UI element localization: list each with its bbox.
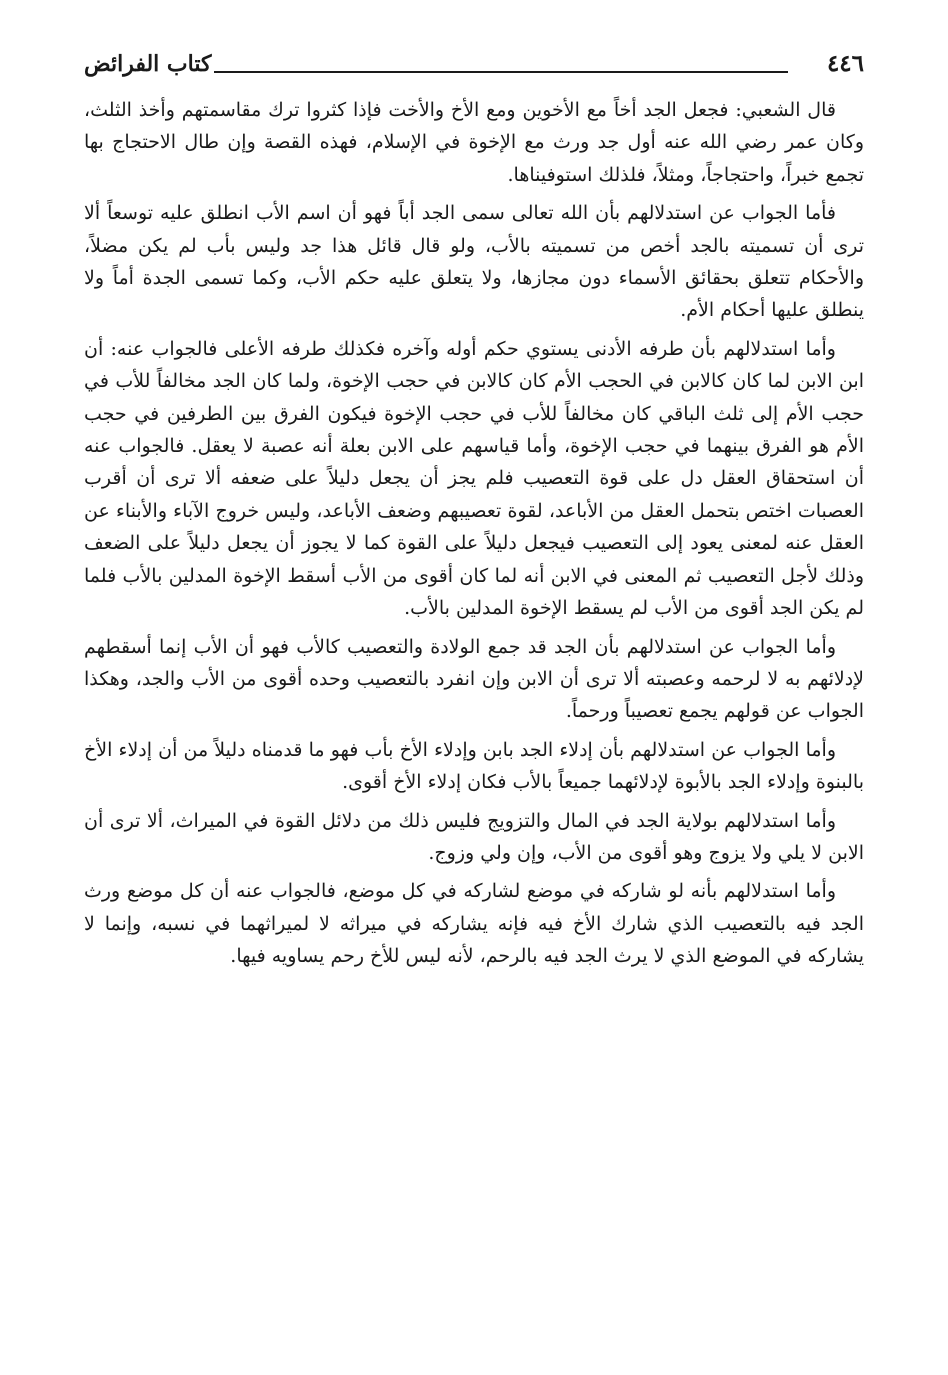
paragraph: وأما استدلالهم بولاية الجد في المال والتزويج فليس ذلك من دلائل القوة في الميراث، ألا ترى أن الابن لا يلي ولا يزوج وهو أقوى من الأب، وإن ولي وزوج. [84, 809, 864, 864]
header-rule [214, 71, 788, 73]
paragraph: وأما استدلالهم بأن طرفه الأدنى يستوي حكم أوله وآخره فكذلك طرفه الأعلى فالجواب عنه: أن ابن الابن لما كان كالابن في الحجب الأم كان كالابن في حجب الإخوة، ولما كان الجد مخالفاً للأب في حجب الأم إلى ثلث الباقي كان مخالفاً للأب في حجب الإخوة فيكون الفرق بين الطرفين في حجب الأم هو الفرق بينهما في حجب الإخوة، وأما قياسهم على الابن بعلة أنه عصبة لا يعقل. فالجواب عنه أن استحقاق العقل دل على قوة التعصيب فلم يجز أن يجعل دليلاً على ضعفه ألا ترى أن أقرب العصبات اختص بتحمل العقل من الأباعد، لقوة تعصيبهم وضعف الأباعد، وليس خروج الآباء والأبناء عن العقل عنه لمعنى يعود إلى التعصيب فيجعل دليلاً على القوة كما لا يجوز أن يجعل دليلاً على الضعف وذلك لأجل التعصيب ثم المعنى في الابن أنه لما كان أقوى من الأب أسقط الإخوة المدلين بالأب فلما لم يكن الجد أقوى من الأب لم يسقط الإخوة المدلين بالأب. [84, 337, 864, 620]
page-number: ٤٤٦ [826, 50, 864, 77]
paragraph: وأما استدلالهم بأنه لو شاركه في موضع لشاركه في كل موضع، فالجواب عنه أن كل موضع ورث الجد فيه بالتعصيب الذي شارك الأخ فيه فإنه يشاركه في ميراثه لا لميراثهما في نسبه، وإنما لا يشاركه في الموضع الذي لا يرث الجد فيه بالرحم، لأنه ليس للأخ رحم يساويه فيها. [84, 880, 864, 968]
paragraph: فأما الجواب عن استدلالهم بأن الله تعالى سمى الجد أباً فهو أن اسم الأب انطلق عليه توسعاً ألا ترى أن تسميته بالجد أخص من تسميته بالأب، ولو قال قائل هذا جد وليس بأب لم يكن مضلاً، والأحكام تتعلق بحقائق الأسماء دون مجازها، ولا يتعلق عليه حكم الأب، وكما تسمى الجدة أماً ولا ينطلق عليها أحكام الأم. [84, 202, 864, 322]
body-text [84, 94, 864, 979]
page-header [84, 44, 864, 84]
book-title: كتاب الفرائض [84, 51, 212, 77]
paragraph: وأما الجواب عن استدلالهم بأن الجد قد جمع الولادة والتعصيب كالأب فهو أن الأب إنما أسقطهم لإدلائهم به لا لرحمه وعصبته ألا ترى أن الابن وإن انفرد بالتعصيب وحده أقوى من الأب والجد، وهكذا الجواب عن قولهم يجمع تعصيباً ورحماً. [84, 635, 864, 723]
paragraph: قال الشعبي: فجعل الجد أخاً مع الأخوين ومع الأخ والأخت فإذا كثروا ترك مقاسمتهم وأخذ الثلث، وكان عمر رضي الله عنه أول جد ورث مع الإخوة في الإسلام، فهذه القصة وإن طال الاحتجاج بها تجمع خبراً، واحتجاجاً، ومثلاً، فلذلك استوفيناها. [84, 99, 864, 186]
paragraph: وأما الجواب عن استدلالهم بأن إدلاء الجد بابن وإدلاء الأخ بأب فهو ما قدمناه دليلاً من أن إدلاء الأخ بالبنوة وإدلاء الجد بالأبوة لإدلائهما جميعاً بالأب فكان إدلاء الأخ أقوى. [84, 738, 864, 794]
